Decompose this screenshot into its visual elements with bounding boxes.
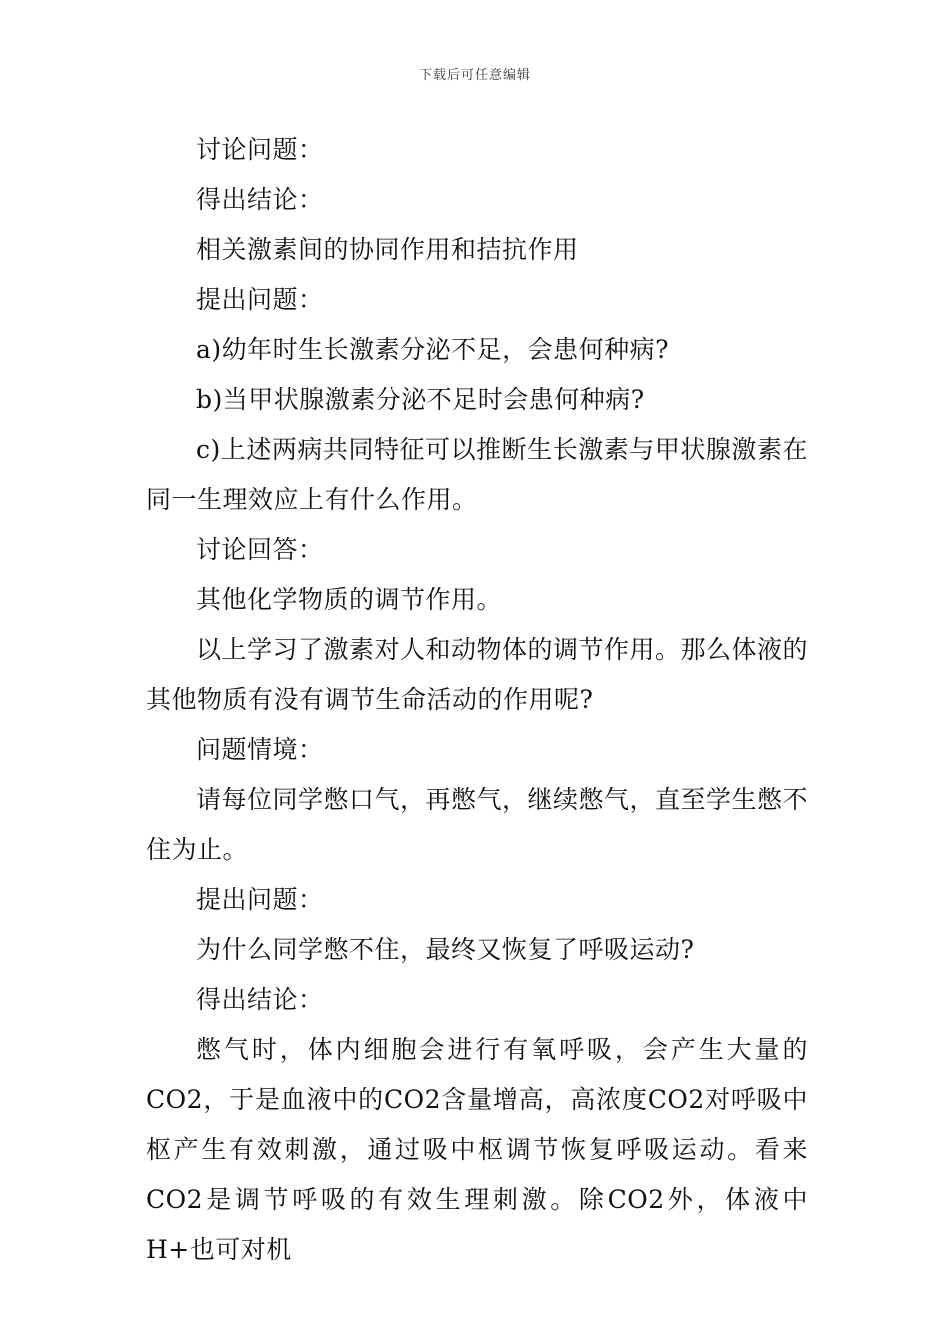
paragraph-discussion-answer: 讨论回答： — [196, 535, 324, 564]
paragraph-question-b: b)当甲状腺激素分泌不足时会患何种病? — [196, 385, 645, 414]
document-body — [146, 125, 808, 1275]
paragraph-raise-question-2: 提出问题： — [196, 885, 324, 914]
page-header: 下载后可任意编辑 — [418, 68, 531, 83]
paragraph-conclusion-label: 得出结论： — [196, 185, 324, 214]
paragraph-co2-explanation: 憋气时，体内细胞会进行有氧呼吸，会产生大量的CO2，于是血液中的CO2含量增高，高浓度CO2对呼吸中枢产生有效刺激，通过吸中枢调节恢复呼吸运动。看来CO2是调节呼吸的有效生理刺激。除CO2外，体液中H+也可对机 — [146, 1035, 808, 1264]
paragraph-question-c: c)上述两病共同特征可以推断生长激素与甲状腺激素在同一生理效应上有什么作用。 — [146, 435, 808, 514]
paragraph-other-chemicals: 其他化学物质的调节作用。 — [196, 585, 503, 614]
paragraph-discussion-question: 讨论问题： — [196, 135, 324, 164]
paragraph-body-fluid-intro: 以上学习了激素对人和动物体的调节作用。那么体液的其他物质有没有调节生命活动的作用呢? — [146, 635, 809, 714]
paragraph-why-breathing: 为什么同学憋不住，最终又恢复了呼吸运动? — [196, 935, 695, 964]
paragraph-hold-breath: 请每位同学憋口气，再憋气，继续憋气，直至学生憋不住为止。 — [146, 785, 809, 864]
paragraph-raise-question: 提出问题： — [196, 285, 324, 314]
paragraph-question-a: a)幼年时生长激素分泌不足，会患何种病? — [196, 335, 670, 364]
paragraph-scenario-label: 问题情境： — [196, 735, 324, 764]
paragraph-conclusion-label-2: 得出结论： — [196, 985, 324, 1014]
paragraph-hormone-synergy: 相关激素间的协同作用和拮抗作用 — [196, 235, 579, 264]
